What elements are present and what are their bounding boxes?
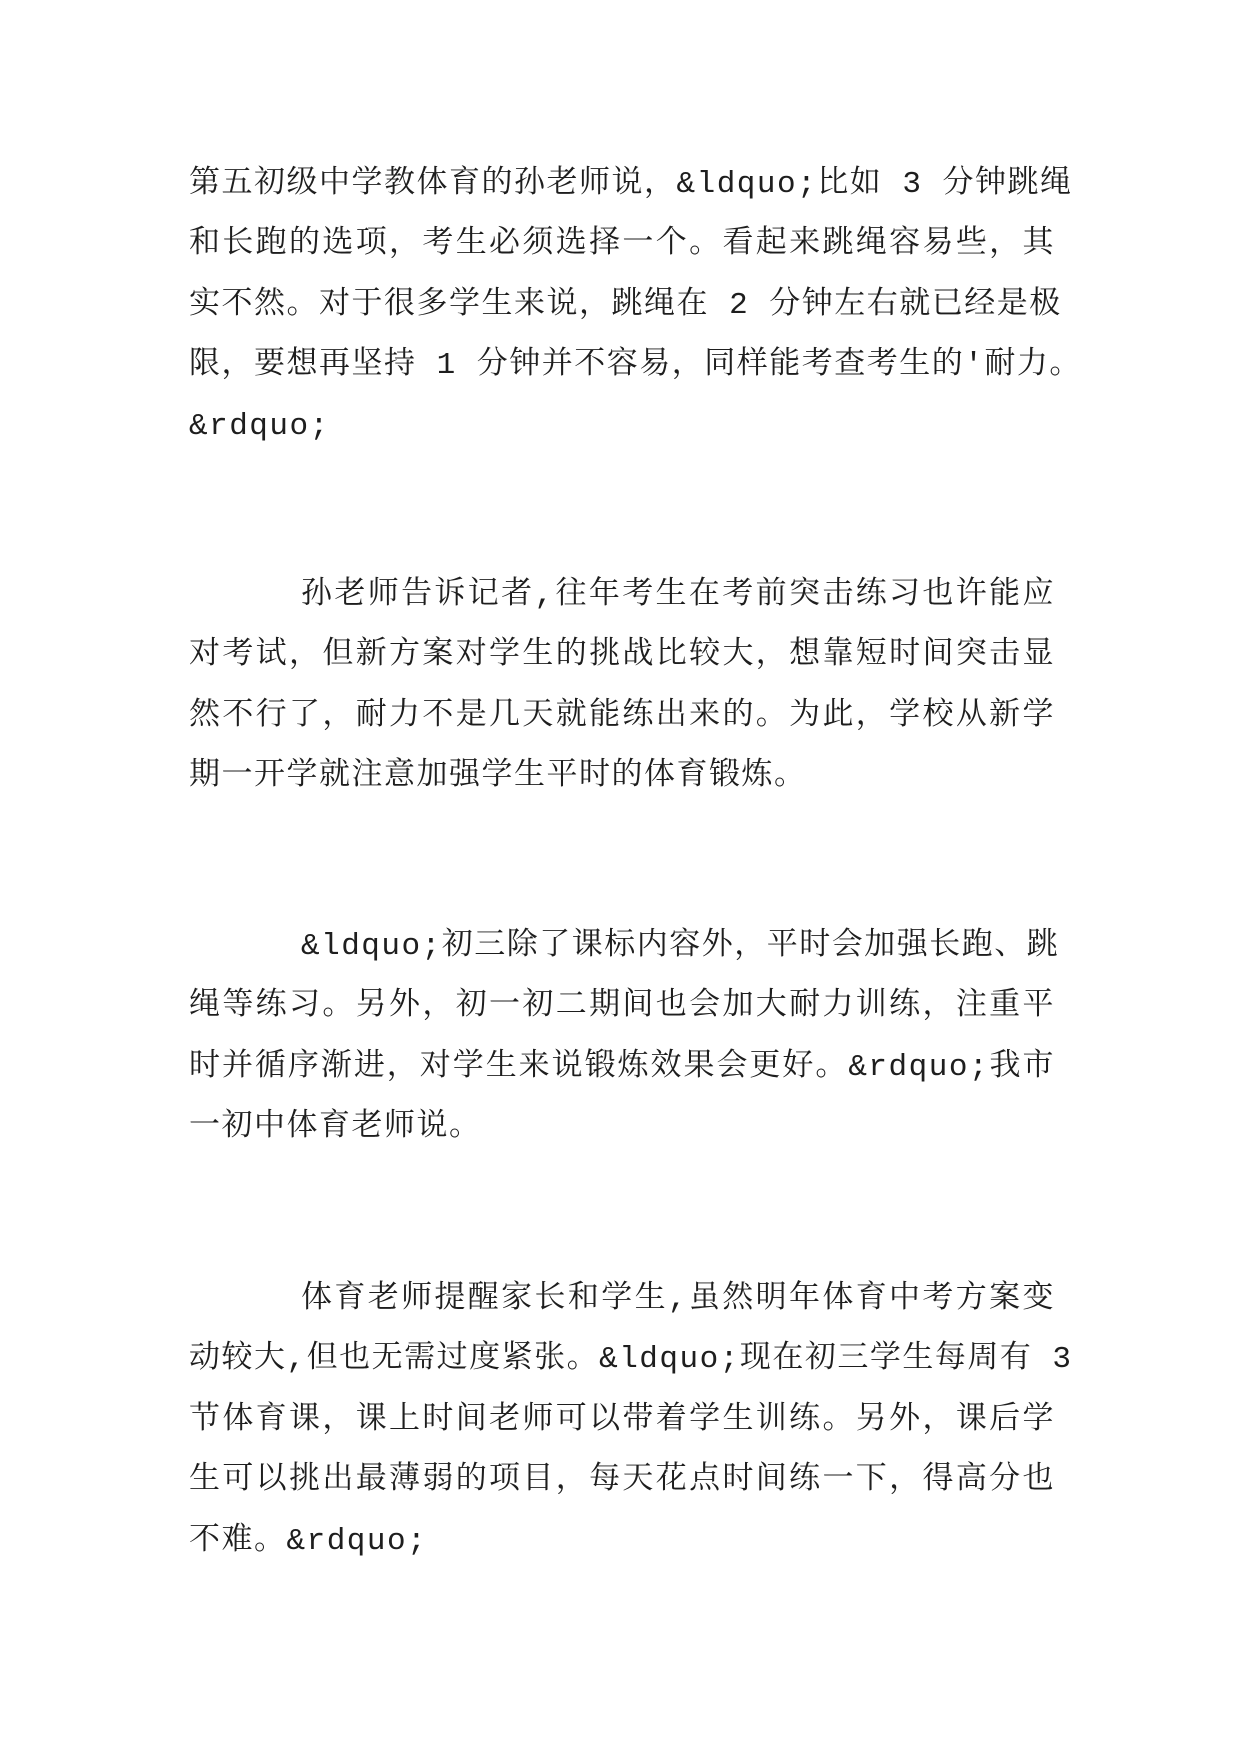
text-line: 孙老师告诉记者,往年考生在考前突击练习也许能应 bbox=[301, 578, 1055, 613]
text-line: &rdquo; bbox=[189, 408, 330, 444]
text-line: 节体育课，课上时间老师可以带着学生训练。另外，课后学 bbox=[189, 1402, 1055, 1438]
text-line: 对考试，但新方案对学生的挑战比较大，想靠短时间突击显 bbox=[189, 638, 1055, 674]
text-line: &ldquo;初三除了课标内容外，平时会加强长跑、跳 bbox=[301, 929, 1060, 964]
text-line: 绳等练习。另外，初一初二期间也会加大耐力训练，注重平 bbox=[189, 989, 1055, 1025]
text-line: 限，要想再坚持 1 分钟并不容易，同样能考查考生的'耐力。 bbox=[189, 348, 1082, 384]
text-line: 一初中体育老师说。 bbox=[189, 1110, 482, 1146]
text-line: 动较大,但也无需过度紧张。&ldquo;现在初三学生每周有 3 bbox=[189, 1342, 1073, 1378]
paragraph bbox=[189, 566, 1055, 808]
text-line: 生可以挑出最薄弱的项目，每天花点时间练一下，得高分也 bbox=[189, 1463, 1055, 1499]
text-line: 和长跑的选项，考生必须选择一个。看起来跳绳容易些，其 bbox=[189, 227, 1055, 263]
text-line: 期一开学就注意加强学生平时的体育锻炼。 bbox=[189, 759, 807, 795]
text-line: 实不然。对于很多学生来说，跳绳在 2 分钟左右就已经是极 bbox=[189, 287, 1062, 323]
paragraph bbox=[189, 155, 1082, 457]
text-line: 然不行了，耐力不是几天就能练出来的。为此，学校从新学 bbox=[189, 698, 1055, 734]
text-line: 体育老师提醒家长和学生,虽然明年体育中考方案变 bbox=[301, 1282, 1055, 1317]
text-line: 不难。&rdquo; bbox=[189, 1523, 428, 1559]
text-line: 第五初级中学教体育的孙老师说，&ldquo;比如 3 分钟跳绳 bbox=[189, 167, 1073, 202]
text-line: 时并循序渐进，对学生来说锻炼效果会更好。&rdquo;我市 bbox=[189, 1049, 1055, 1085]
paragraph bbox=[189, 917, 1060, 1159]
paragraph bbox=[189, 1270, 1073, 1572]
